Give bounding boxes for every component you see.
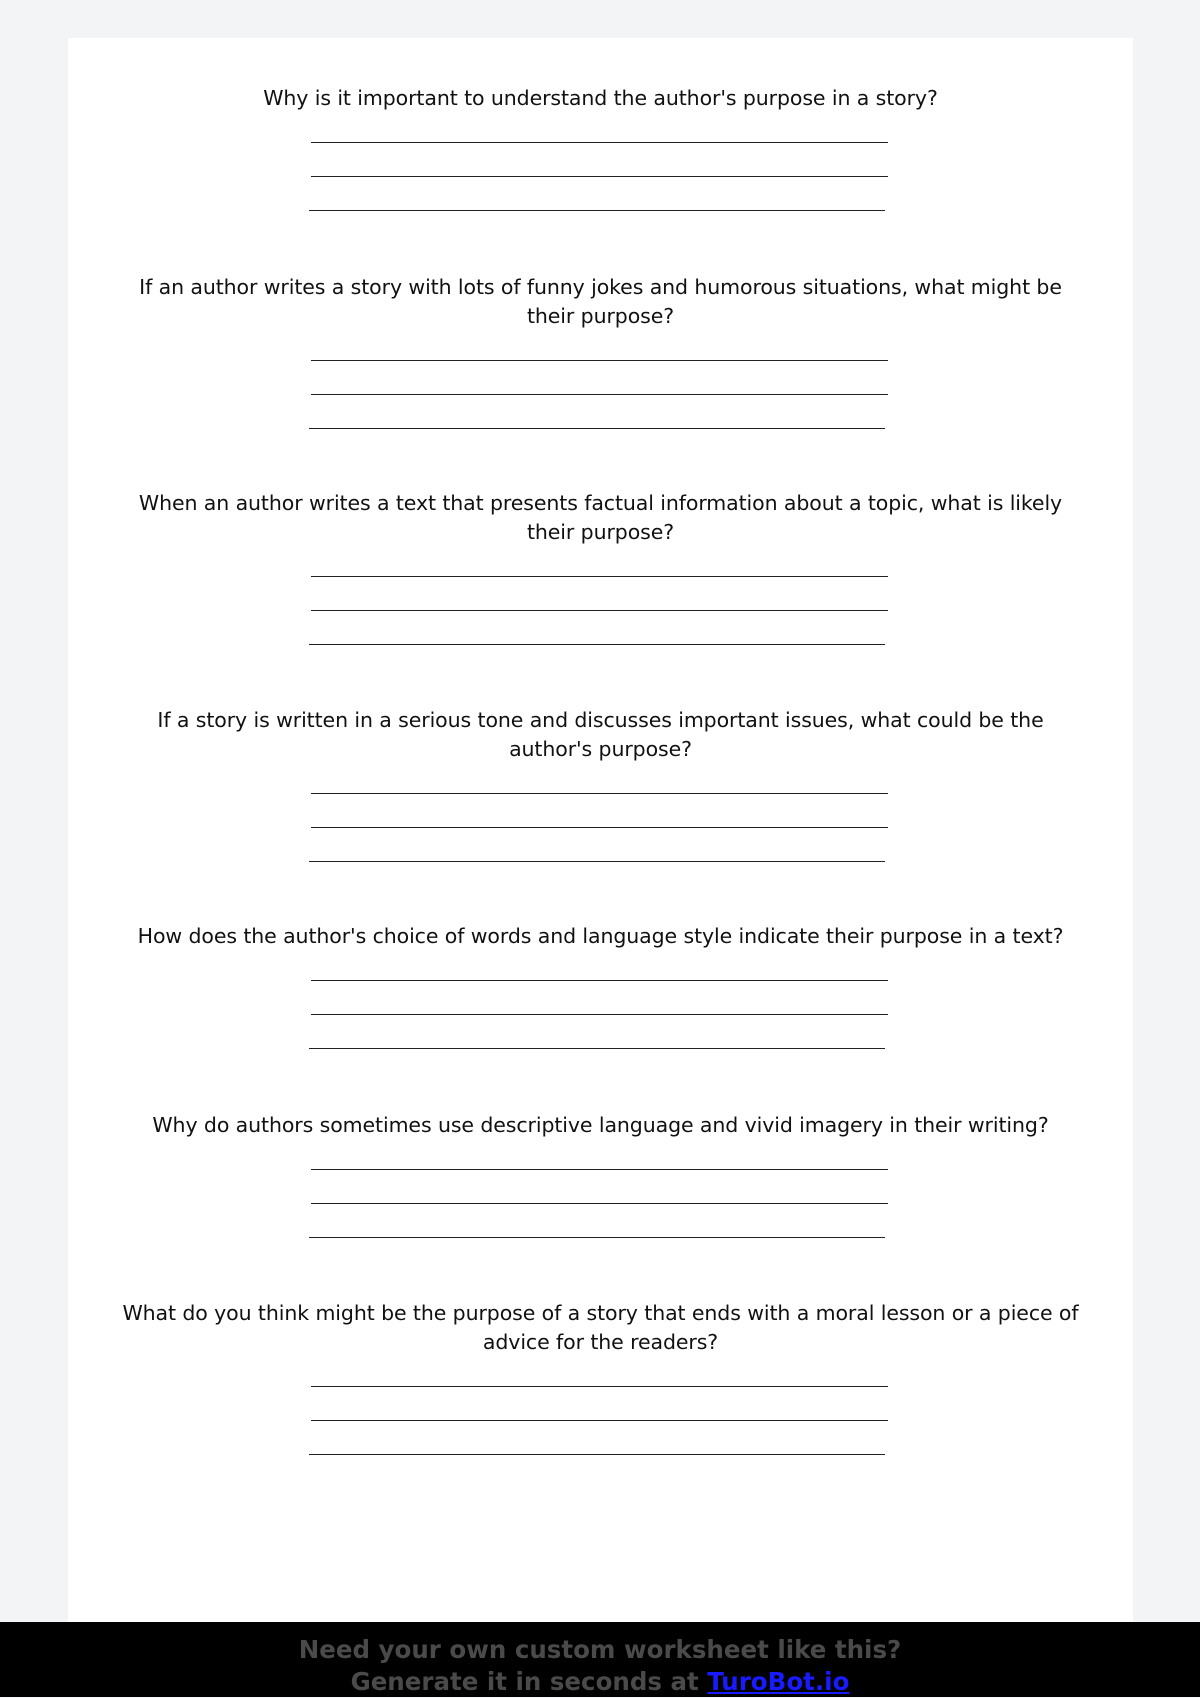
answer-line[interactable] [68,993,1133,1027]
answer-line[interactable] [68,840,1133,874]
turobot-link[interactable]: TuroBot.io [707,1667,850,1696]
question-5 [68,922,1133,1061]
answer-line[interactable] [68,1027,1133,1061]
answer-line[interactable] [68,189,1133,223]
answer-line[interactable] [68,121,1133,155]
question-1 [68,84,1133,223]
answer-line[interactable] [68,373,1133,407]
answer-line[interactable] [68,1365,1133,1399]
question-text: How does the author's choice of words and language style indicate their purpose in a text? [137,924,1064,948]
answer-line[interactable] [68,589,1133,623]
question-6 [68,1111,1133,1250]
question-text: Why do authors sometimes use descriptive language and vivid imagery in their writing? [152,1113,1049,1137]
question-2 [68,273,1133,441]
question-7 [68,1299,1133,1467]
answer-line[interactable] [68,1148,1133,1182]
answer-line[interactable] [68,407,1133,441]
answer-lines [68,959,1133,1061]
answer-line[interactable] [68,623,1133,657]
answer-line[interactable] [68,555,1133,589]
answer-line[interactable] [68,806,1133,840]
answer-lines [68,121,1133,223]
footer-line-1: Need your own custom worksheet like this? [298,1635,902,1664]
answer-line[interactable] [68,1433,1133,1467]
answer-line[interactable] [68,1182,1133,1216]
answer-lines [68,555,1133,657]
question-text: When an author writes a text that presents factual information about a topic, what is likely their purpose? [138,491,1063,544]
answer-lines [68,1148,1133,1250]
answer-lines [68,1365,1133,1467]
answer-lines [68,772,1133,874]
answer-line[interactable] [68,1216,1133,1250]
promo-footer [0,1622,1200,1697]
question-text: What do you think might be the purpose of a story that ends with a moral lesson or a piece of advice for the readers? [122,1301,1079,1354]
footer-line-2 [0,1666,1200,1698]
question-text: Why is it important to understand the author's purpose in a story? [263,86,938,110]
question-text: If an author writes a story with lots of funny jokes and humorous situations, what might be their purpose? [139,275,1062,328]
footer-line-2-prefix: Generate it in seconds at [350,1667,708,1696]
question-3 [68,489,1133,657]
question-4 [68,706,1133,874]
answer-lines [68,339,1133,441]
answer-line[interactable] [68,1399,1133,1433]
worksheet-page [68,38,1133,1622]
answer-line[interactable] [68,772,1133,806]
question-text: If a story is written in a serious tone and discusses important issues, what could be the author's purpose? [157,708,1044,761]
answer-line[interactable] [68,155,1133,189]
answer-line[interactable] [68,339,1133,373]
answer-line[interactable] [68,959,1133,993]
